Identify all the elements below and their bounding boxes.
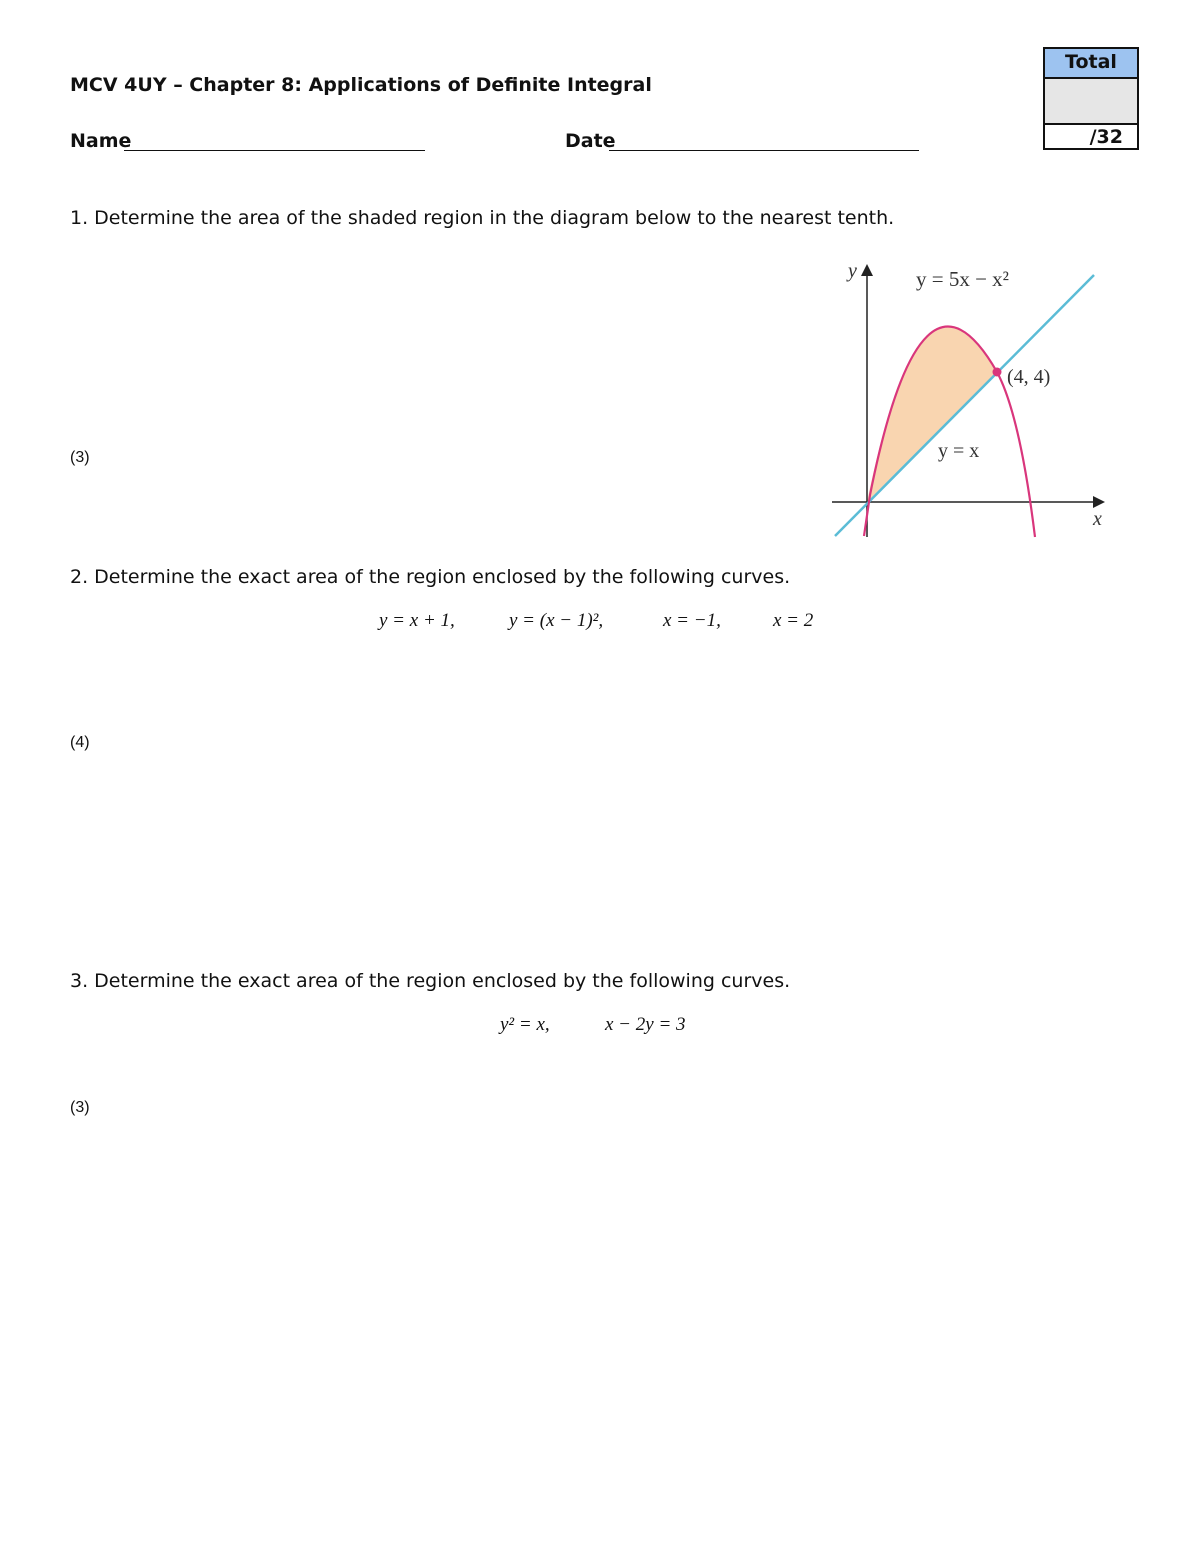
name-label: Name bbox=[70, 130, 132, 152]
curve-label: y = 5x − x² bbox=[916, 267, 1009, 291]
intersection-point bbox=[993, 368, 1002, 377]
total-score-box bbox=[1043, 47, 1139, 150]
date-label: Date bbox=[565, 130, 616, 152]
question-3-equation-2: x − 2y = 3 bbox=[605, 1014, 686, 1035]
question-3-equation-1: y² = x, bbox=[500, 1014, 550, 1035]
shaded-region bbox=[867, 327, 997, 502]
question-2-equation-2: y = (x − 1)², bbox=[509, 610, 604, 631]
area-diagram bbox=[830, 255, 1115, 545]
question-1-text: 1. Determine the area of the shaded region in the diagram below to the nearest tenth. bbox=[70, 207, 895, 229]
date-field[interactable] bbox=[609, 150, 919, 151]
question-2-equation-1: y = x + 1, bbox=[379, 610, 455, 631]
question-2-text: 2. Determine the exact area of the region enclosed by the following curves. bbox=[70, 566, 791, 588]
total-score-field[interactable] bbox=[1045, 79, 1137, 125]
line-y-equals-x bbox=[835, 275, 1094, 536]
point-label: (4, 4) bbox=[1007, 366, 1051, 388]
x-axis-label: x bbox=[1093, 508, 1102, 530]
question-3-text: 3. Determine the exact area of the region enclosed by the following curves. bbox=[70, 970, 791, 992]
question-2-equation-4: x = 2 bbox=[773, 610, 814, 631]
y-axis-label: y bbox=[848, 260, 857, 282]
question-3-marks: (3) bbox=[70, 1099, 90, 1116]
question-2-equation-3: x = −1, bbox=[663, 610, 721, 631]
question-1-marks: (3) bbox=[70, 449, 90, 466]
question-2-marks: (4) bbox=[70, 734, 90, 751]
page-title: MCV 4UY – Chapter 8: Applications of Definite Integral bbox=[70, 74, 652, 96]
name-field[interactable] bbox=[124, 150, 425, 151]
total-out-of: /32 bbox=[1089, 126, 1123, 148]
total-label: Total bbox=[1045, 49, 1137, 79]
line-label: y = x bbox=[938, 440, 980, 462]
